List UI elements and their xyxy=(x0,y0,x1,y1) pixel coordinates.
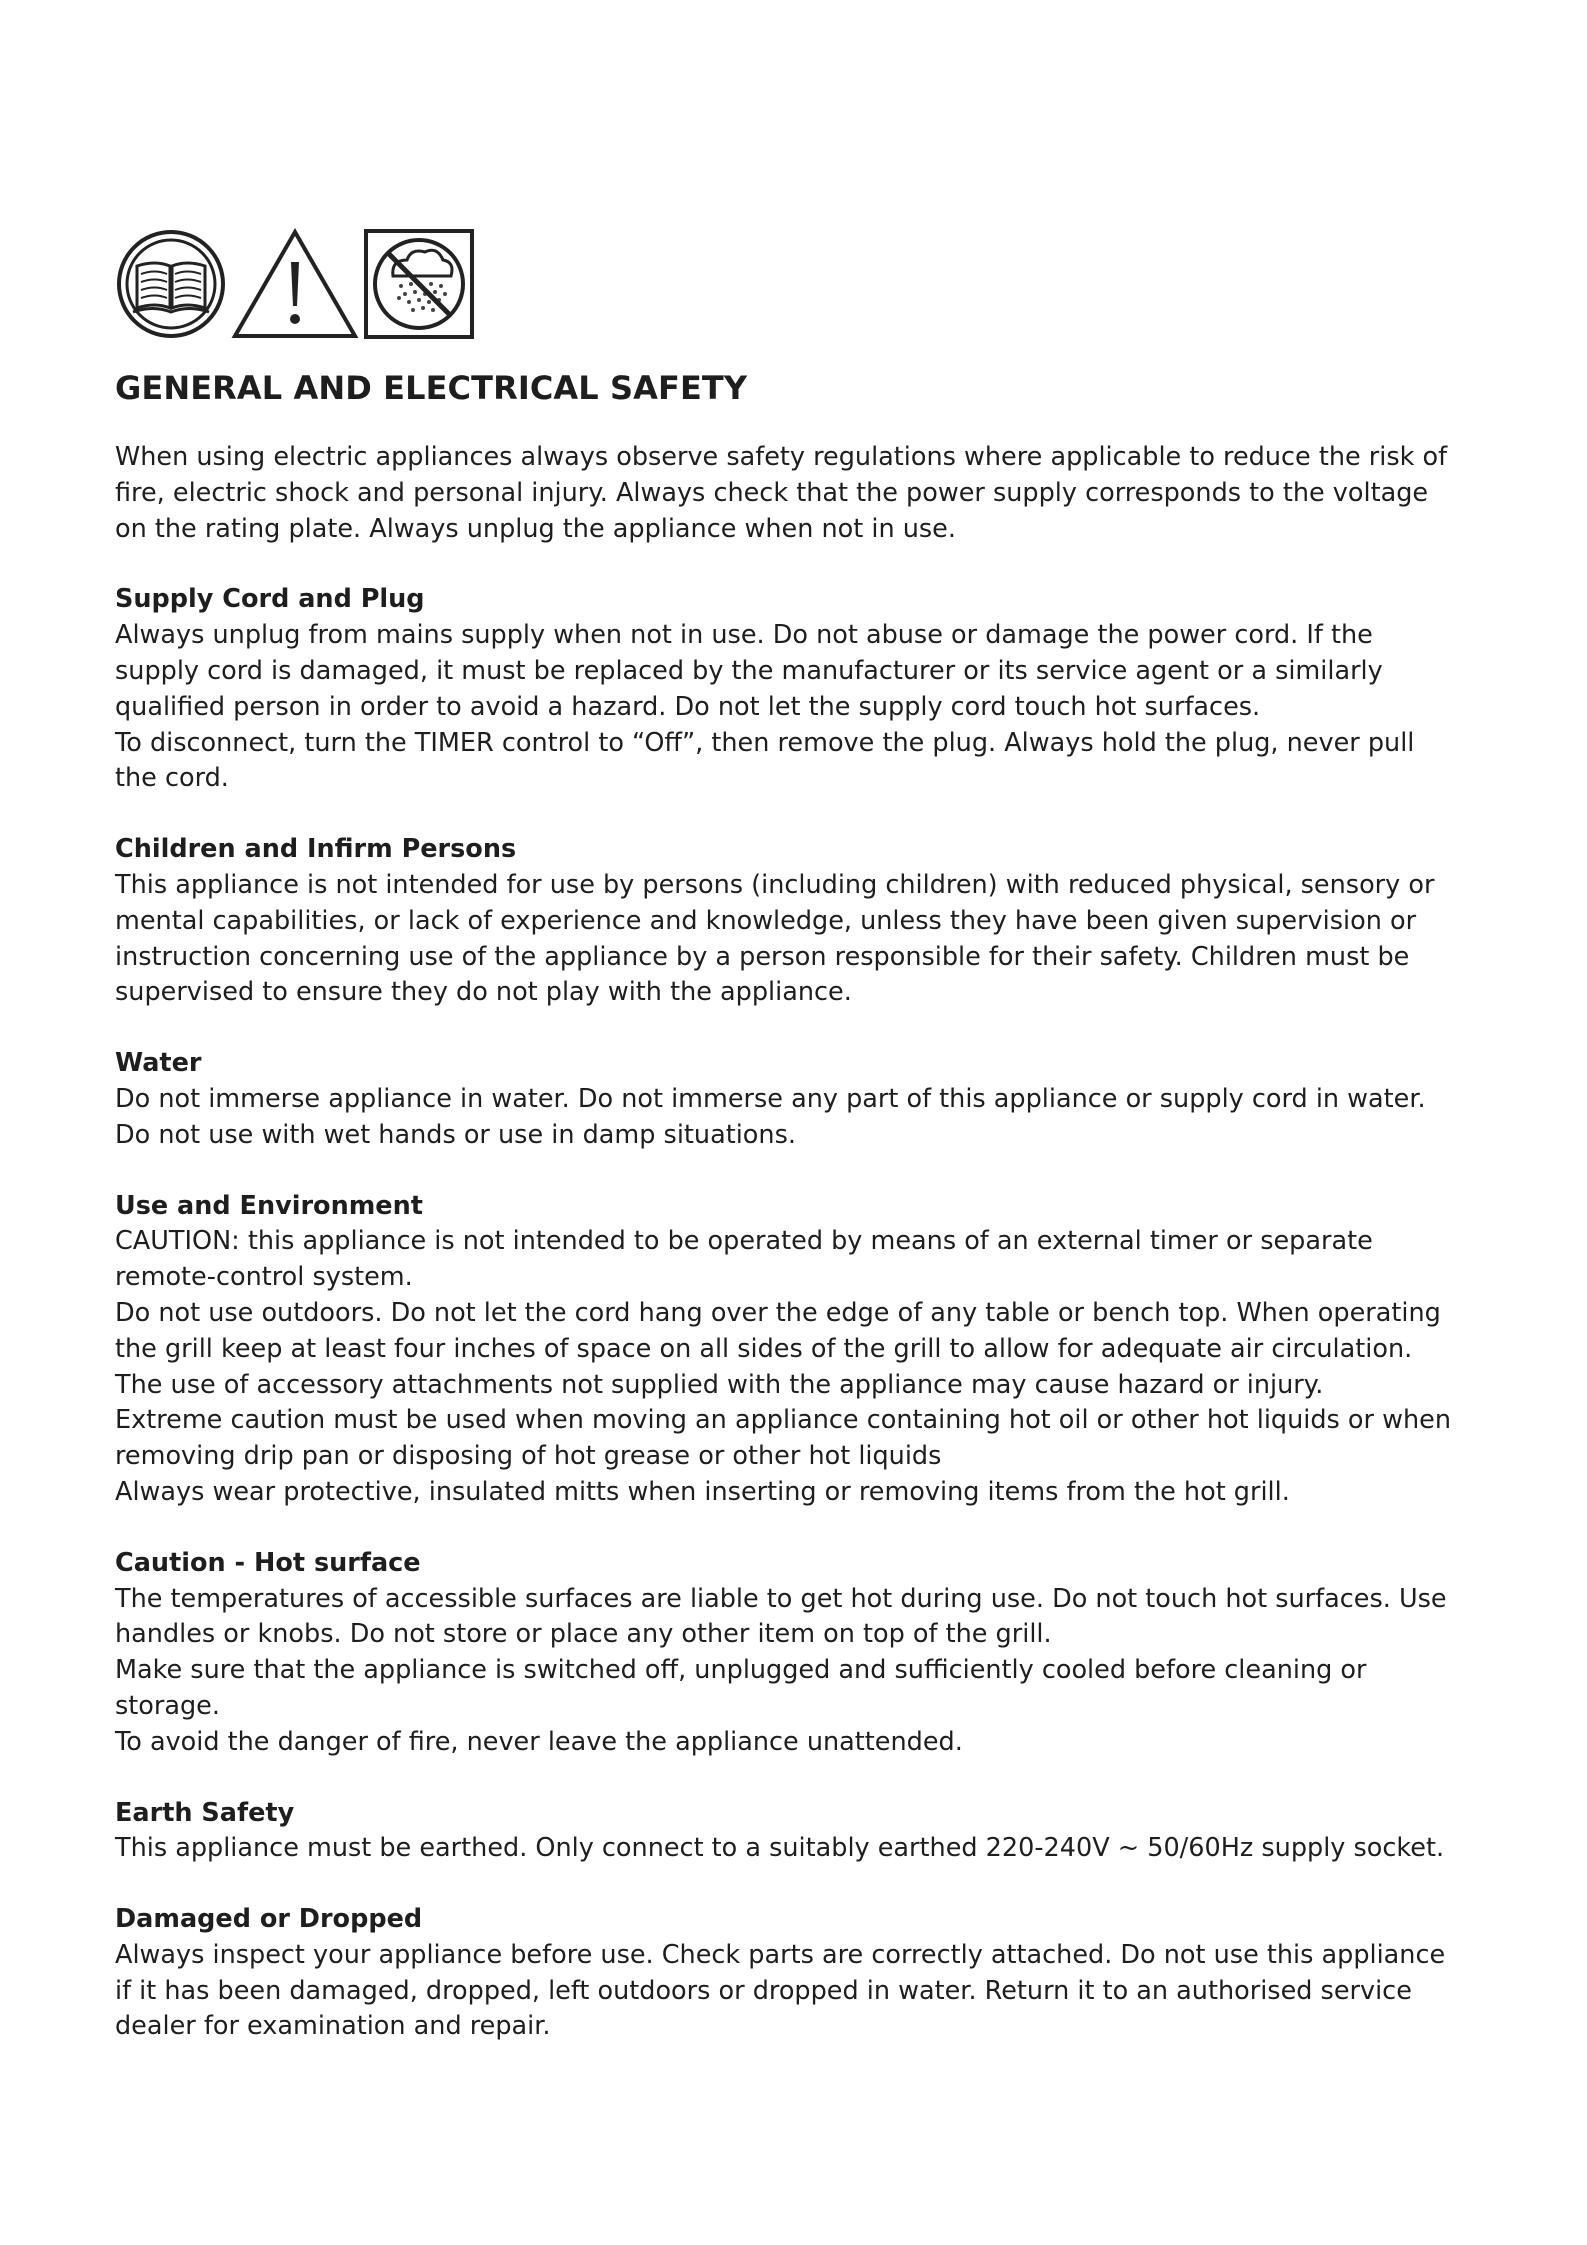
safety-icons xyxy=(115,228,1495,340)
section-line: storage. xyxy=(115,1690,220,1721)
section-earth-safety xyxy=(115,1796,1495,1868)
document-page xyxy=(115,228,1495,2045)
page-title: GENERAL AND ELECTRICAL SAFETY xyxy=(115,369,748,407)
section-line: Always unplug from mains supply when not in use. Do not abuse or damage the power cord. If the xyxy=(115,620,1373,651)
section-line: remote-control system. xyxy=(115,1262,413,1293)
section-line: The temperatures of accessible surfaces are liable to get hot during use. Do not touch hot surfaces. Use xyxy=(115,1583,1447,1614)
section-line: removing drip pan or disposing of hot grease or other hot liquids xyxy=(115,1441,942,1472)
section-line: supervised to ensure they do not play with the appliance. xyxy=(115,977,852,1008)
section-line: Always inspect your appliance before use. Check parts are correctly attached. Do not use this appliance xyxy=(115,1939,1446,1970)
intro-line: fire, electric shock and personal injury. Always check that the power supply corresponds to the voltage xyxy=(115,477,1429,508)
section-line: This appliance must be earthed. Only connect to a suitably earthed 220-240V ~ 50/60Hz supply socket. xyxy=(115,1833,1445,1864)
section-heading: Children and Infirm Persons xyxy=(115,834,517,865)
section-line: handles or knobs. Do not store or place any other item on top of the grill. xyxy=(115,1619,1052,1650)
section-line: dealer for examination and repair. xyxy=(115,2011,551,2042)
section-line: Extreme caution must be used when moving an appliance containing hot oil or other hot liquids or when xyxy=(115,1405,1451,1436)
section-line: This appliance is not intended for use by persons (including children) with reduced physical, sensory or xyxy=(115,869,1435,900)
section-heading: Damaged or Dropped xyxy=(115,1904,423,1935)
section-heading: Earth Safety xyxy=(115,1797,295,1828)
section-hot-surface xyxy=(115,1546,1495,1761)
section-heading: Supply Cord and Plug xyxy=(115,584,425,615)
section-line: Always wear protective, insulated mitts when inserting or removing items from the hot grill. xyxy=(115,1476,1290,1507)
section-line: supply cord is damaged, it must be replaced by the manufacturer or its service agent or a similarly xyxy=(115,655,1383,686)
section-children xyxy=(115,832,1495,1011)
section-line: the grill keep at least four inches of space on all sides of the grill to allow for adequate air circulation. xyxy=(115,1333,1413,1364)
section-supply-cord xyxy=(115,582,1495,797)
section-line: qualified person in order to avoid a hazard. Do not let the supply cord touch hot surfaces. xyxy=(115,691,1261,722)
no-rain-icon xyxy=(363,228,475,340)
section-line: instruction concerning use of the appliance by a person responsible for their safety. Children must be xyxy=(115,941,1410,972)
section-line: if it has been damaged, dropped, left outdoors or dropped in water. Return it to an authorised service xyxy=(115,1975,1412,2006)
section-line: mental capabilities, or lack of experience and knowledge, unless they have been given supervision or xyxy=(115,905,1417,936)
section-line: Make sure that the appliance is switched off, unplugged and sufficiently cooled before cleaning or xyxy=(115,1655,1367,1686)
read-manual-icon xyxy=(115,228,227,340)
section-heading: Caution - Hot surface xyxy=(115,1547,421,1578)
section-water xyxy=(115,1046,1495,1153)
section-heading: Use and Environment xyxy=(115,1190,423,1221)
section-line: Do not use with wet hands or use in damp situations. xyxy=(115,1119,796,1150)
section-line: CAUTION: this appliance is not intended to be operated by means of an external timer or separate xyxy=(115,1226,1373,1257)
section-line: the cord. xyxy=(115,763,229,794)
section-use-environment xyxy=(115,1189,1495,1511)
section-line: Do not immerse appliance in water. Do not immerse any part of this appliance or supply cord in water. xyxy=(115,1083,1426,1114)
section-line: To avoid the danger of fire, never leave the appliance unattended. xyxy=(115,1726,963,1757)
section-line: The use of accessory attachments not supplied with the appliance may cause hazard or injury. xyxy=(115,1369,1324,1400)
section-damaged-dropped xyxy=(115,1902,1495,2045)
section-line: Do not use outdoors. Do not let the cord hang over the edge of any table or bench top. When operating xyxy=(115,1297,1441,1328)
intro-line: on the rating plate. Always unplug the appliance when not in use. xyxy=(115,513,956,544)
intro-paragraph xyxy=(115,440,1495,547)
warning-triangle-icon xyxy=(231,228,359,340)
section-heading: Water xyxy=(115,1048,202,1079)
intro-line: When using electric appliances always observe safety regulations where applicable to reduce the risk of xyxy=(115,442,1448,472)
section-line: To disconnect, turn the TIMER control to “Off”, then remove the plug. Always hold the plug, never pull xyxy=(115,727,1415,758)
